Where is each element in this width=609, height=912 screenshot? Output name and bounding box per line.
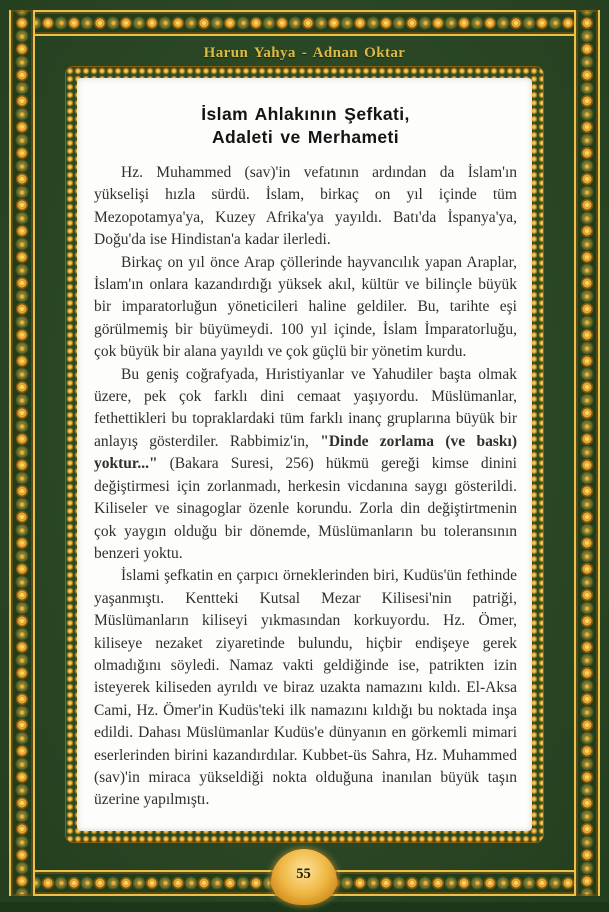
paragraph bbox=[94, 364, 517, 566]
chain-border bbox=[66, 67, 543, 842]
ornament-band-left bbox=[9, 10, 35, 896]
paragraph bbox=[94, 252, 517, 364]
paragraph-text: (Bakara Suresi, 256) hükmü gereği kimse dinini değiştirmesi için zorlanmadı, herkesin vicdanına saygı gösterildi. Kiliseler ve sinagoglar özenle korundu. Zorla din değiştirtmenin çok yaygın olduğu bir dönemde, Müslümanların bu toleransının benzeri yoktu. bbox=[94, 455, 517, 562]
paragraph bbox=[94, 565, 517, 811]
paragraph-text: Birkaç on yıl önce Arap çöllerinde hayvancılık yapan Araplar, İslam'ın onlara kazandırdığı yüksek akıl, kültür ve bilinçle büyük bir imparatorluğun yöneticileri haline geldiler. Bu, tarihte eşi görülmemiş bir büyümeydi. 100 yıl içinde, İslam İmparatorluğu, çok büyük bir alana yayıldı ve çok güçlü bir yönetim kurdu. bbox=[94, 253, 517, 361]
ornament-band-right bbox=[574, 10, 600, 896]
chapter-title bbox=[94, 103, 517, 149]
paragraph bbox=[94, 162, 517, 252]
chapter-title-line-2: Adaleti ve Merhameti bbox=[211, 127, 400, 147]
page-number: 55 bbox=[296, 865, 311, 882]
running-header: Harun Yahya - Adnan Oktar bbox=[203, 45, 406, 61]
page-content bbox=[77, 78, 532, 831]
paragraph-text: İslami şefkatin en çarpıcı örneklerinden biri, Kudüs'ün fethinde yaşanmıştı. Kentteki Kutsal Mezar Kilisesi'nin patriği, Müslümanların kiliseyi yıkmasından korkuyordu. Hz. Ömer, kiliseye nezaket ziyaretinde bulundu, hiçbir endişeye gerek olmadığını söyledi. Namaz vakti geldiğinde ise, patrikten izin isteyerek kiliseden ayrıldı ve biraz uzakta namazını kıldı. El-Aksa Cami, Hz. Ömer'in Kudüs'teki ilk namazını kıldığı bu noktada inşa edildi. Dahası Müslümanlar Kudüs'e dünyanın en görkemli mimari eserlerinden birini kazandırdılar. Kubbet-üs Sahra, Hz. Muhammed (sav)'in miraca yükseldiği nokta olduğuna inanılan büyük taşın üzerine yapılmıştı. bbox=[94, 567, 517, 809]
chapter-title-line-1: İslam Ahlakının Şefkati, bbox=[201, 104, 410, 124]
paragraph-text: Hz. Muhammed (sav)'in vefatının ardından da İslam'ın yükselişi hızla sürdü. İslam, birkaç on yıl içinde tüm Mezopotamya'ya, Kuzey Afrika'ya yayıldı. Batı'da İspanya'ya, Doğu'da ise Hindistan'a kadar ilerledi. bbox=[94, 164, 517, 249]
page-number-medallion bbox=[271, 849, 337, 905]
body-text bbox=[94, 162, 517, 812]
quote-bold-text: "Dinde zorlama (ve baskı) yoktur..." bbox=[94, 432, 517, 473]
ornament-band-top bbox=[9, 10, 600, 36]
paragraph-text: Bu geniş coğrafyada, Hıristiyanlar ve Yahudiler başta olmak üzere, pek çok farklı dini cemaat yaşıyordu. Müslümanlar, fethettikleri bu topraklardaki tüm farklı inanç gruplarına büyük bir anlayış gösterdiler. Rabbimiz'in, bbox=[94, 365, 517, 450]
